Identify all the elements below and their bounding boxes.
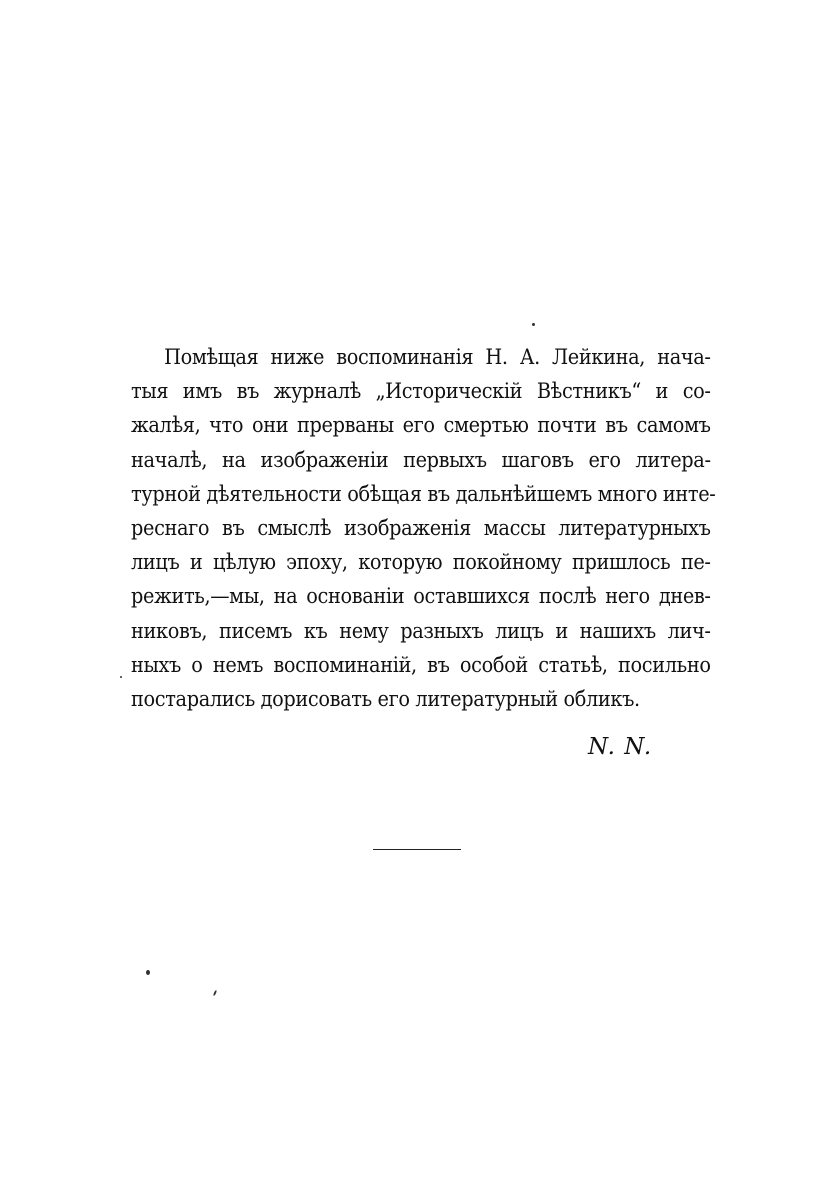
preface-paragraph — [131, 340, 716, 716]
scan-speck — [146, 970, 150, 975]
scan-speck — [213, 990, 217, 996]
paragraph-line-7: лицъ и цѣлую эпоху, которую покойному пришлось пе- — [131, 550, 711, 575]
scan-speck — [532, 323, 535, 326]
signature: N. N. — [588, 734, 653, 760]
paragraph-line-5: турной дѣятельности обѣщая въ дальнѣйшемъ много инте- — [131, 481, 716, 506]
paragraph-line-1: Помѣщая ниже воспоминанія Н. А. Лейкина, нача- — [164, 345, 711, 369]
paragraph-line-9: никовъ, писемъ къ нему разныхъ лицъ и нашихъ лич- — [131, 618, 711, 643]
paragraph-line-8: режить,—мы, на основаніи оставшихся послѣ него днев- — [131, 584, 711, 609]
paragraph-line-4: началѣ, на изображеніи первыхъ шаговъ его литера- — [131, 447, 711, 472]
paragraph-line-6: реснаго въ смыслѣ изображенія массы литературныхъ — [131, 515, 711, 540]
paragraph-line-10: ныхъ о немъ воспоминаній, въ особой статьѣ, посильно — [131, 652, 711, 677]
section-divider-rule — [373, 849, 461, 850]
paragraph-line-3: жалѣя, что они прерваны его смертью почти въ самомъ — [131, 413, 711, 438]
paragraph-line-2: тыя имъ въ журналѣ „Историческій Вѣстникъ“ и со- — [131, 379, 711, 404]
paragraph-line-11: постарались дорисовать его литературный обликъ. — [131, 686, 640, 711]
scan-speck — [120, 676, 122, 678]
